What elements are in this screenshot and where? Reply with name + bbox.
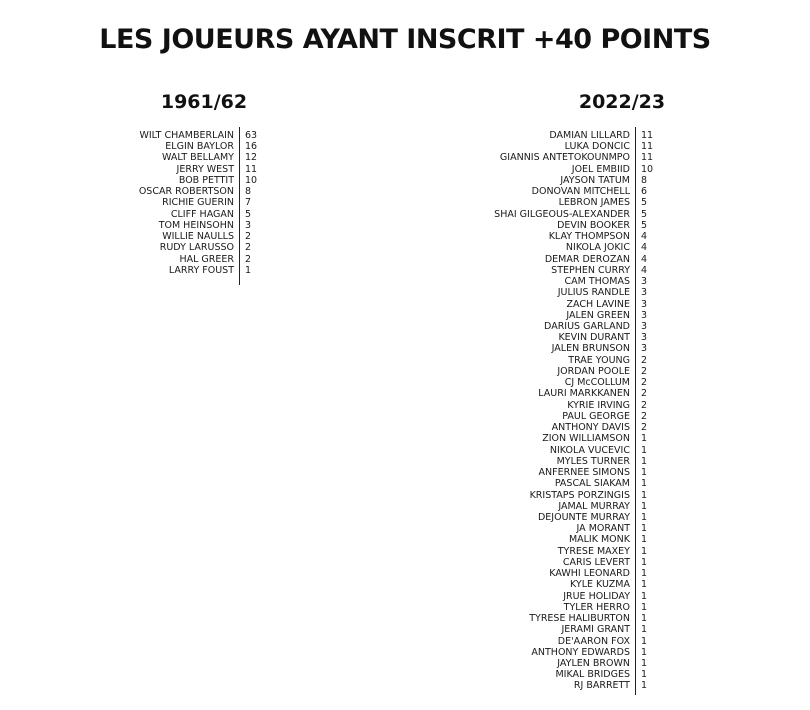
player-count: 3 — [641, 309, 648, 321]
player-count: 1 — [641, 568, 648, 580]
table-row — [440, 613, 671, 624]
player-count: 3 — [641, 287, 648, 299]
player-count: 1 — [641, 669, 648, 681]
table-row — [440, 512, 671, 523]
player-count: 1 — [641, 433, 648, 445]
player-count: 11 — [245, 163, 258, 175]
player-count: 2 — [641, 354, 648, 366]
player-table-1961-62 — [100, 130, 275, 276]
player-count: 1 — [641, 624, 648, 636]
table-row — [440, 164, 671, 175]
player-name: MYLES TURNER — [556, 455, 630, 467]
table-row — [440, 557, 671, 568]
player-count: 2 — [245, 253, 252, 265]
player-count: 2 — [641, 422, 648, 434]
table-row — [440, 568, 671, 579]
player-name: JAMAL MURRAY — [558, 500, 630, 512]
player-count: 4 — [641, 253, 648, 265]
table-row — [440, 433, 671, 444]
table-row — [440, 186, 671, 197]
table-row — [440, 265, 671, 276]
player-name: DAMIAN LILLARD — [549, 130, 630, 141]
table-row — [100, 197, 275, 208]
player-name: DEJOUNTE MURRAY — [537, 511, 630, 523]
table-row — [100, 254, 275, 265]
table-row — [440, 175, 671, 186]
table-row — [440, 287, 671, 298]
player-count: 1 — [641, 511, 648, 523]
player-count: 3 — [245, 219, 252, 231]
player-table-2022-23 — [440, 130, 671, 692]
table-row — [440, 231, 671, 242]
player-name: ANTHONY EDWARDS — [531, 646, 630, 658]
table-row — [440, 669, 671, 680]
table-row — [440, 591, 671, 602]
player-name: JRUE HOLIDAY — [563, 590, 630, 602]
player-count: 11 — [641, 152, 654, 164]
player-name: JOEL EMBIID — [571, 163, 630, 175]
player-count: 5 — [641, 219, 648, 231]
table-row — [440, 456, 671, 467]
table-row — [440, 242, 671, 253]
player-count: 1 — [641, 635, 648, 647]
player-name: PAUL GEORGE — [562, 410, 630, 422]
table-row — [440, 636, 671, 647]
player-count: 5 — [641, 208, 648, 220]
player-name: CARIS LEVERT — [562, 556, 630, 568]
table-row — [440, 377, 671, 388]
player-count: 10 — [245, 174, 258, 186]
table-row — [100, 265, 275, 276]
table-row — [440, 411, 671, 422]
player-count: 1 — [641, 500, 648, 512]
player-name: NIKOLA VUCEVIC — [549, 444, 630, 456]
player-count: 11 — [641, 130, 654, 141]
player-name: GIANNIS ANTETOKOUNMPO — [499, 152, 630, 164]
table-row — [440, 332, 671, 343]
player-name: LAURI MARKKANEN — [538, 388, 630, 400]
player-name: WILLIE NAULLS — [162, 231, 234, 243]
player-count: 1 — [641, 545, 648, 557]
player-name: DEMAR DEROZAN — [544, 253, 630, 265]
player-name: JAYLEN BROWN — [557, 658, 630, 670]
player-name: KAWHI LEONARD — [549, 568, 630, 580]
player-count: 2 — [641, 377, 648, 389]
table-row — [440, 579, 671, 590]
player-count: 1 — [641, 467, 648, 479]
chart-title: LES JOUEURS AYANT INSCRIT +40 POINTS — [99, 24, 711, 55]
player-name: LARRY FOUST — [168, 264, 234, 276]
player-name: RICHIE GUERIN — [162, 197, 234, 209]
player-name: ZACH LAVINE — [566, 298, 630, 310]
table-row — [440, 490, 671, 501]
player-count: 8 — [245, 186, 252, 198]
player-count: 1 — [641, 590, 648, 602]
player-name: JAYSON TATUM — [560, 174, 630, 186]
table-row — [100, 152, 275, 163]
player-count: 6 — [641, 186, 648, 198]
player-name: ZION WILLIAMSON — [542, 433, 630, 445]
table-row — [440, 478, 671, 489]
table-row — [440, 422, 671, 433]
player-count: 3 — [641, 332, 648, 344]
player-count: 4 — [641, 264, 648, 276]
player-count: 1 — [641, 478, 648, 490]
player-count: 1 — [641, 658, 648, 670]
player-name: TYLER HERRO — [563, 601, 630, 613]
player-count: 12 — [245, 152, 258, 164]
player-name: TYRESE MAXEY — [557, 545, 630, 557]
table-row — [100, 231, 275, 242]
player-count: 2 — [641, 399, 648, 411]
player-name: HAL GREER — [179, 253, 234, 265]
player-count: 1 — [245, 264, 252, 276]
player-name: JA MORANT — [576, 523, 630, 535]
table-row — [440, 355, 671, 366]
table-row — [440, 141, 671, 152]
player-count: 4 — [641, 242, 648, 254]
player-count: 3 — [641, 276, 648, 288]
player-name: TOM HEINSOHN — [158, 219, 234, 231]
player-name: ANTHONY DAVIS — [551, 422, 630, 434]
player-name: CAM THOMAS — [564, 276, 630, 288]
table-row — [440, 501, 671, 512]
table-row — [100, 130, 275, 141]
player-name: JALEN BRUNSON — [551, 343, 630, 355]
table-row — [440, 197, 671, 208]
table-row — [100, 242, 275, 253]
player-count: 63 — [245, 130, 258, 141]
table-row — [440, 602, 671, 613]
table-row — [440, 388, 671, 399]
player-name: WILT CHAMBERLAIN — [139, 130, 234, 141]
player-count: 1 — [641, 613, 648, 625]
table-row — [100, 220, 275, 231]
player-count: 1 — [641, 646, 648, 658]
player-name: LEBRON JAMES — [558, 197, 630, 209]
player-name: BOB PETTIT — [178, 174, 234, 186]
table-row — [440, 624, 671, 635]
player-name: DEVIN BOOKER — [557, 219, 630, 231]
table-row — [100, 186, 275, 197]
table-row — [440, 523, 671, 534]
table-row — [100, 164, 275, 175]
table-row — [440, 658, 671, 669]
player-name: DARIUS GARLAND — [544, 320, 630, 332]
player-count: 1 — [641, 523, 648, 535]
player-name: DE'AARON FOX — [557, 635, 630, 647]
player-count: 3 — [641, 343, 648, 355]
table-row — [440, 276, 671, 287]
player-count: 16 — [245, 141, 258, 153]
table-row — [440, 299, 671, 310]
player-name: KYLE KUZMA — [570, 579, 630, 591]
table-row — [440, 130, 671, 141]
table-row — [100, 175, 275, 186]
table-row — [440, 321, 671, 332]
player-count: 1 — [641, 680, 648, 692]
player-name: JALEN GREEN — [566, 309, 630, 321]
player-count: 5 — [245, 208, 252, 220]
player-count: 2 — [641, 388, 648, 400]
player-name: LUKA DONCIC — [564, 141, 630, 153]
player-count: 1 — [641, 579, 648, 591]
table-row — [440, 445, 671, 456]
table-row — [440, 680, 671, 691]
player-name: CJ McCOLLUM — [564, 377, 630, 389]
player-name: ANFERNEE SIMONS — [538, 467, 630, 479]
player-count: 1 — [641, 444, 648, 456]
season-header-1961-62: 1961/62 — [160, 91, 248, 113]
player-name: MALIK MONK — [568, 534, 630, 546]
player-count: 1 — [641, 489, 648, 501]
player-name: ELGIN BAYLOR — [165, 141, 234, 153]
table-row — [440, 254, 671, 265]
table-row — [440, 343, 671, 354]
player-count: 5 — [641, 197, 648, 209]
player-count: 2 — [245, 242, 252, 254]
table-row — [440, 152, 671, 163]
player-count: 1 — [641, 534, 648, 546]
player-name: KYRIE IRVING — [567, 399, 630, 411]
player-name: PASCAL SIAKAM — [554, 478, 630, 490]
table-row — [100, 141, 275, 152]
player-count: 1 — [641, 455, 648, 467]
player-count: 8 — [641, 174, 648, 186]
table-row — [100, 209, 275, 220]
player-count: 4 — [641, 231, 648, 243]
table-row — [440, 467, 671, 478]
table-row — [440, 220, 671, 231]
player-count: 3 — [641, 320, 648, 332]
player-count: 1 — [641, 601, 648, 613]
player-count: 2 — [641, 410, 648, 422]
player-name: OSCAR ROBERTSON — [138, 186, 234, 198]
player-name: MIKAL BRIDGES — [555, 669, 630, 681]
player-count: 2 — [641, 365, 648, 377]
player-count: 11 — [641, 141, 654, 153]
table-row — [440, 310, 671, 321]
player-name: TRAE YOUNG — [568, 354, 630, 366]
player-name: JERAMI GRANT — [561, 624, 630, 636]
table-row — [440, 647, 671, 658]
table-row — [440, 400, 671, 411]
player-name: STEPHEN CURRY — [551, 264, 630, 276]
player-count: 7 — [245, 197, 252, 209]
player-name: KEVIN DURANT — [558, 332, 630, 344]
table-row — [440, 209, 671, 220]
table-row — [440, 534, 671, 545]
player-name: NIKOLA JOKIC — [565, 242, 630, 254]
player-name: KLAY THOMPSON — [548, 231, 630, 243]
season-header-2022-23: 2022/23 — [578, 91, 666, 113]
player-count: 10 — [641, 163, 654, 175]
player-name: JERRY WEST — [176, 163, 234, 175]
player-name: DONOVAN MITCHELL — [531, 186, 630, 198]
table-row — [440, 546, 671, 557]
player-name: SHAI GILGEOUS-ALEXANDER — [494, 208, 630, 220]
table-row — [440, 366, 671, 377]
player-name: JULIUS RANDLE — [557, 287, 630, 299]
player-count: 2 — [245, 231, 252, 243]
player-name: RUDY LARUSSO — [159, 242, 234, 254]
player-count: 1 — [641, 556, 648, 568]
player-name: JORDAN POOLE — [557, 365, 630, 377]
player-name: CLIFF HAGAN — [170, 208, 234, 220]
player-count: 3 — [641, 298, 648, 310]
player-name: WALT BELLAMY — [161, 152, 234, 164]
player-name: TYRESE HALIBURTON — [529, 613, 630, 625]
player-name: KRISTAPS PORZINGIS — [529, 489, 630, 501]
player-name: RJ BARRETT — [573, 680, 630, 692]
